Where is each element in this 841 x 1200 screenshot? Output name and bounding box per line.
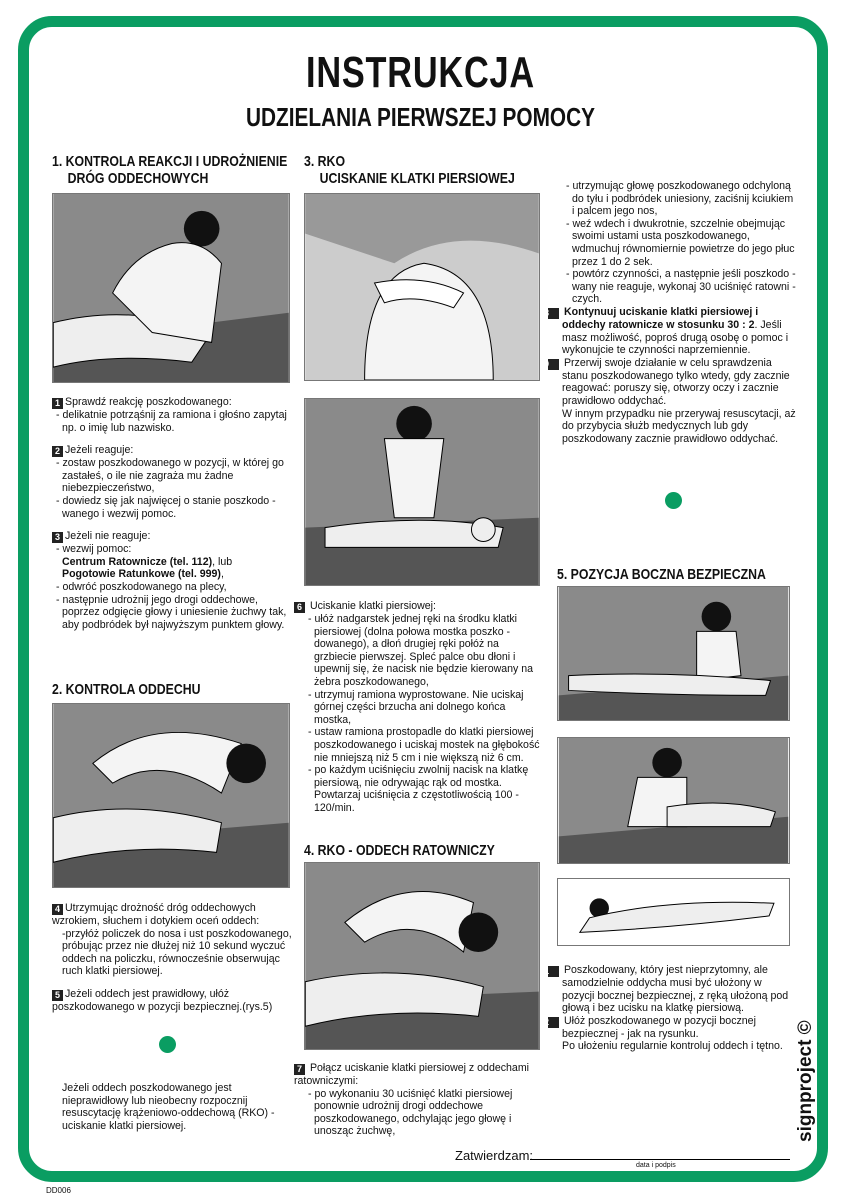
step-5: [52, 988, 292, 1014]
section-3-heading: [304, 153, 515, 187]
illustration-recovery-step-2: [557, 737, 790, 864]
illustration-recovery-position: [557, 878, 790, 946]
section-4-text: [294, 1062, 544, 1138]
illustration-hand-placement: [304, 193, 540, 381]
step-2: [543, 1014, 796, 1041]
step-text: Ułóż poszkodowanego w pozycji bocznej bezpiecznej - jak na rysunku.: [562, 1014, 756, 1040]
illustration-chest-compression: [304, 398, 540, 586]
step-number: 1: [52, 398, 63, 409]
step-line: W innym przypadku nie przerywaj resuscytacji, aż do przybycia służb medycznych lub gdy poszkodowany zacznie prawidłowo oddychać.: [562, 407, 796, 445]
illustration-rescue-breath: [304, 862, 540, 1050]
step-line: - delikatnie potrząśnij za ramiona i głośno zapytaj np. o imię lub nazwisko.: [56, 409, 287, 434]
step-number: 6: [294, 602, 305, 613]
section-3-text: [294, 600, 544, 815]
section-2-heading: 2. KONTROLA ODDECHU: [52, 681, 201, 698]
section-1-text: [52, 396, 292, 641]
step-line: - po wykonaniu 30 uciśnięć klatki piersiowej ponownie udrożnij drogi oddechowe poszkodowanego, odchylając jego głowę i unosząc żuchwę,: [308, 1087, 513, 1138]
section-2-note: Jeżeli oddech poszkodowanego jest nieprawidłowy lub nieobecny rozpocznij resuscytację krążeniowo-oddechową (RKO) - uciskanie klatki piersiowej.: [62, 1082, 275, 1132]
step-1: [52, 396, 292, 434]
approve-label: Zatwierdzam:: [455, 1148, 534, 1163]
section-1-heading: [52, 153, 287, 187]
step-text: Przerwij swoje działanie w celu sprawdzenia stanu poszkodowanego tylko wtedy, gdy zacznie reagować: poruszy się, otworzy oczy i zacznie prawidłowo oddychać.: [562, 356, 790, 407]
emergency-number: Centrum Ratownicze (tel. 112): [62, 555, 213, 568]
step-number: 9: [548, 359, 559, 370]
step-number: 7: [294, 1064, 305, 1075]
page-title: INSTRUKCJA: [305, 48, 535, 97]
illustration-recovery-step-1: [557, 586, 790, 721]
step-line: - po każdym uciśnięciu zwolnij nacisk na klatkę piersiową, nie odrywając rąk od mostka. Powtarzaj uciśnięcia z częstotliwością 100 - 120/min.: [308, 764, 529, 814]
step-line: - powtórz czynności, a następnie jeśli poszkodo - wany nie reaguje, wykonaj 30 uciśnięć ratowni - czych.: [566, 268, 796, 306]
step-line: - ustaw ramiona prostopadle do klatki piersiowej poszkodowanego i uciskaj mostek na głębokość nie mniejszą niż 5 cm i nie większą niż 6 cm.: [308, 726, 540, 764]
step-3: [52, 530, 292, 631]
step-text: Poszkodowany, który jest nieprzytomny, ale samodzielnie oddycha musi być ułożony w pozycji bocznej bezpiecznej, z ręką ułożoną pod głową i bez ucisku na klatkę piersiową.: [562, 964, 789, 1015]
section-4-continued: [543, 180, 796, 445]
step-line: - weź wdech i dwukrotnie, szczelnie obejmując swoimi ustami usta poszkodowanego, wdmuchuj równomiernie powietrze do jego płuc przez 1 do 2 sek.: [566, 217, 795, 268]
step-6: [294, 600, 544, 815]
step-4: [52, 902, 292, 978]
text: , lub: [212, 555, 233, 568]
step-title: Utrzymując drożność dróg oddechowych wzrokiem, słuchem i dotykiem oceń oddech:: [52, 902, 260, 927]
step-line: - zostaw poszkodowanego w pozycji, w której go zastałeś, o ile nie zagraża mu żadne niebezpieczeństwo,: [56, 457, 284, 495]
step-number: 8: [548, 308, 559, 319]
step-9: [543, 356, 796, 408]
green-dot-marker: [665, 492, 682, 509]
step-line: - utrzymując głowę poszkodowanego odchyloną do tyłu i podbródek uniesiony, zaciśnij kciukiem i palcem jego nos,: [566, 180, 794, 218]
step-line: - następnie udrożnij jego drogi oddechowe, poprzez odgięcie głowy i uniesienie żuchwy tak, aby podbródek był najwyższym punktem głowy.: [56, 593, 287, 631]
step-number: 1: [548, 966, 559, 977]
illustration-breath-check: [52, 703, 290, 888]
brand-logo: signproject ©: [795, 1020, 816, 1142]
heading-line: 1. KONTROLA REAKCJI I UDROŻNIENIE: [52, 153, 288, 170]
step-line: - ułóż nadgarstek jednej ręki na środku klatki piersiowej (dolna połowa mostka poszko - dowanego), a dłoń drugiej ręki połóż na grzbiecie pierwszej. Spleć palce obu dłoni i upewnij się, że nacisk nie będzie kierowany na żebra poszkodowanego,: [308, 613, 534, 688]
signature-caption: data i podpis: [636, 1162, 676, 1169]
step-line: - odwróć poszkodowanego na plecy,: [56, 580, 227, 593]
signature-line[interactable]: [530, 1159, 790, 1160]
green-dot-marker: [159, 1036, 176, 1053]
ambulance-number: Pogotowie Ratunkowe (tel. 999): [62, 568, 221, 581]
section-5-heading: 5. POZYCJA BOCZNA BEZPIECZNA: [557, 566, 766, 583]
step-number: 2: [52, 446, 63, 457]
section-2-text: [52, 902, 292, 1024]
product-code: DD006: [46, 1186, 71, 1195]
step-title: Jeżeli nie reaguje:: [65, 530, 151, 543]
illustration-reaction-check: [52, 193, 290, 383]
step-title: Jeżeli reaguje:: [65, 444, 134, 457]
step-number: 2: [548, 1017, 559, 1028]
step-title: Jeżeli oddech jest prawidłowy, ułóż poszkodowanego w pozycji bezpiecznej.(rys.5): [52, 987, 273, 1013]
step-title: Połącz uciskanie klatki piersiowej z oddechami ratowniczymi:: [294, 1062, 529, 1087]
heading-line: DRÓG ODDECHOWYCH: [67, 170, 209, 187]
section-4-heading: 4. RKO - ODDECH RATOWNICZY: [304, 842, 495, 859]
step-text: . Jeśli masz możliwość, poproś drugą osobę o pomoc i wykonujcie te czynności naprzemiennie.: [562, 318, 789, 357]
step-1: [543, 964, 796, 1015]
page-subtitle: UDZIELANIA PIERWSZEJ POMOCY: [245, 102, 596, 132]
ratio-text: Kontynuuj uciskanie klatki piersiowej i oddechy ratownicze w stosunku 30 : 2: [562, 305, 759, 331]
step-number: 3: [52, 532, 63, 543]
step-2: [52, 444, 292, 520]
step-line: - wezwij pomoc:: [56, 543, 132, 556]
heading-line: 3. RKO: [304, 153, 346, 170]
step-title: Uciskanie klatki piersiowej:: [309, 600, 436, 612]
step-line: - utrzymuj ramiona wyprostowane. Nie uciskaj górnej części brzucha ani dolnego końca mostka,: [308, 688, 524, 726]
step-number: 5: [52, 990, 63, 1001]
step-8: [543, 305, 796, 357]
step-line: - dowiedz się jak najwięcej o stanie poszkodo - wanego i wezwij pomoc.: [56, 494, 276, 520]
heading-line: UCISKANIE KLATKI PIERSIOWEJ: [319, 170, 515, 187]
section-5-text: [543, 964, 796, 1053]
step-number: 4: [52, 904, 63, 915]
step-title: Sprawdź reakcję poszkodowanego:: [65, 396, 232, 408]
step-line: Po ułożeniu regularnie kontroluj oddech i tętno.: [562, 1040, 783, 1053]
step-line: -przyłóż policzek do nosa i ust poszkodowanego, próbując przez nie dłużej niż 10 sekund wyczuć oddech na policzku, równocześnie obserwując ruch klatki piersiowej.: [62, 927, 292, 978]
text: ,: [220, 568, 224, 581]
